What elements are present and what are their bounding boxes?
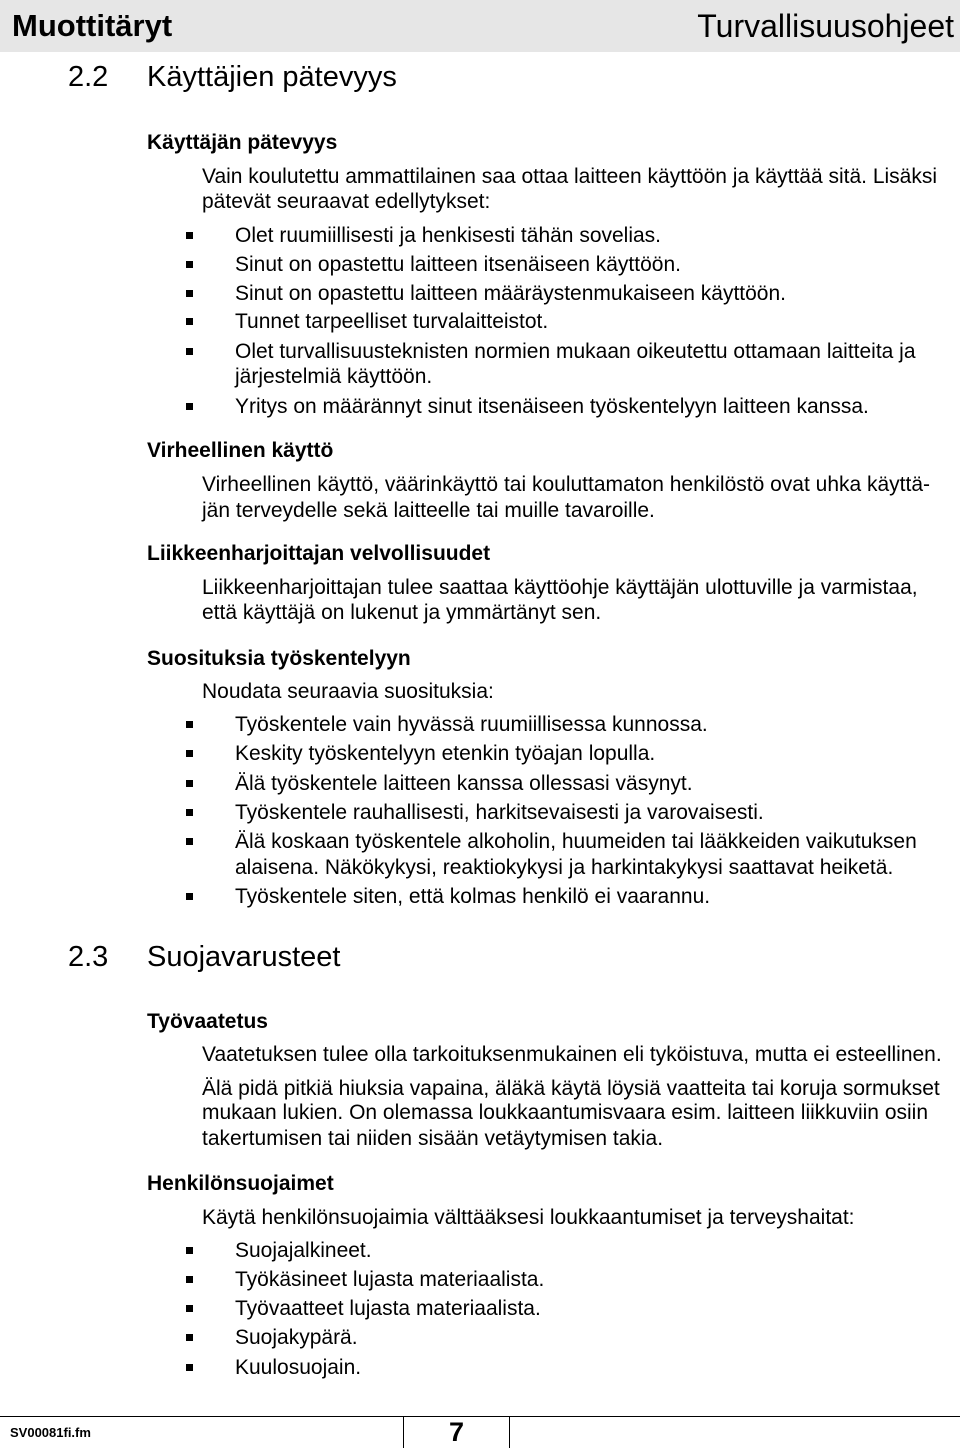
- bullet-square-icon: [186, 348, 193, 355]
- list-item-text: Työvaatteet lujasta materiaalista.: [235, 1297, 541, 1320]
- footer-file-name: SV00081fi.fm: [10, 1425, 91, 1440]
- list-item-text: Sinut on opastettu laitteen itsenäiseen käyttöön.: [235, 253, 681, 276]
- list-item-text: Työkäsineet lujasta materiaalista.: [235, 1268, 545, 1291]
- list-item-text: Älä koskaan työskentele alkoholin, huumeiden tai lääkkeiden vaikutuksen: [235, 830, 917, 853]
- list-item-text: Suojakypärä.: [235, 1326, 358, 1349]
- list-item-text: alaisena. Näkökykysi, reaktiokykysi ja harkintakykysi saattavat heiketä.: [235, 856, 894, 879]
- list-item-text: Tunnet tarpeelliset turvalaitteistot.: [235, 310, 549, 333]
- bullet-square-icon: [186, 1276, 193, 1283]
- subsection-heading: Työvaatetus: [147, 1010, 268, 1033]
- bullet-square-icon: [186, 1364, 193, 1371]
- bullet-square-icon: [186, 290, 193, 297]
- list-item-text: Keskity työskentelyyn etenkin työajan lopulla.: [235, 742, 656, 765]
- bullet-square-icon: [186, 893, 193, 900]
- subsection-heading: Henkilönsuojaimet: [147, 1172, 334, 1195]
- subsection-heading: Liikkeenharjoittajan velvollisuudet: [147, 542, 491, 565]
- bullet-square-icon: [186, 318, 193, 325]
- list-item-text: Olet ruumiillisesti ja henkisesti tähän sovelias.: [235, 224, 662, 247]
- section-number: 2.2: [68, 61, 109, 93]
- paragraph-line: Älä pidä pitkiä hiuksia vapaina, äläkä käytä löysiä vaatteita tai koruja sormukset: [202, 1077, 940, 1100]
- paragraph-line: Vain koulutettu ammattilainen saa ottaa laitteen käyttöön ja käyttää sitä. Lisäksi: [202, 165, 938, 188]
- bullet-square-icon: [186, 838, 193, 845]
- section-title: Käyttäjien pätevyys: [147, 61, 397, 93]
- subsection-heading: Suosituksia työskentelyyn: [147, 647, 411, 670]
- paragraph-line: takertumisen tai niiden sisään vetäytymisen takia.: [202, 1127, 664, 1150]
- bullet-square-icon: [186, 1247, 193, 1254]
- list-item-text: Yritys on määrännyt sinut itsenäiseen työskentelyyn laitteen kanssa.: [235, 395, 869, 418]
- list-item-text: Kuulosuojain.: [235, 1356, 362, 1379]
- paragraph-line: Vaatetuksen tulee olla tarkoituksenmukainen eli tyköistuva, mutta ei esteellinen.: [202, 1043, 942, 1066]
- bullet-square-icon: [186, 780, 193, 787]
- subsection-heading: Käyttäjän pätevyys: [147, 131, 338, 154]
- paragraph-line: Virheellinen käyttö, väärinkäyttö tai kouluttamaton henkilöstö ovat uhka käyttä-: [202, 473, 931, 496]
- chapter-title: Turvallisuusohjeet: [697, 8, 954, 44]
- bullet-square-icon: [186, 809, 193, 816]
- paragraph-line: Käytä henkilönsuojaimia välttääksesi loukkaantumiset ja terveyshaitat:: [202, 1206, 855, 1229]
- list-item-text: järjestelmiä käyttöön.: [235, 365, 433, 388]
- page-number: 7: [448, 1417, 465, 1447]
- paragraph-line: Liikkeenharjoittajan tulee saattaa käyttöohje käyttäjän ulottuville ja varmistaa,: [202, 576, 918, 599]
- bullet-square-icon: [186, 721, 193, 728]
- list-item-text: Työskentele vain hyvässä ruumiillisessa kunnossa.: [235, 713, 708, 736]
- paragraph-line: mukaan lukien. On olemassa loukkaantumisvaara esim. laitteen liikkuviin osiin: [202, 1101, 929, 1124]
- bullet-square-icon: [186, 1334, 193, 1341]
- paragraph-line: Noudata seuraavia suosituksia:: [202, 680, 494, 703]
- section-number: 2.3: [68, 941, 109, 973]
- paragraph-line: jän terveydelle sekä laitteelle tai muille tavaroille.: [202, 499, 655, 522]
- list-item-text: Työskentele rauhallisesti, harkitsevaisesti ja varovaisesti.: [235, 801, 764, 824]
- bullet-square-icon: [186, 1305, 193, 1312]
- bullet-square-icon: [186, 232, 193, 239]
- subsection-heading: Virheellinen käyttö: [147, 439, 334, 462]
- list-item-text: Suojajalkineet.: [235, 1239, 372, 1262]
- product-title: Muottitäryt: [12, 8, 173, 43]
- section-title: Suojavarusteet: [147, 941, 341, 973]
- paragraph-line: pätevät seuraavat edellytykset:: [202, 190, 491, 213]
- page-number-box: [403, 1416, 510, 1448]
- paragraph-line: että käyttäjä on lukenut ja ymmärtänyt sen.: [202, 601, 602, 624]
- bullet-square-icon: [186, 750, 193, 757]
- header-bar: [0, 0, 960, 52]
- list-item-text: Älä työskentele laitteen kanssa ollessasi väsynyt.: [235, 772, 693, 795]
- bullet-square-icon: [186, 403, 193, 410]
- list-item-text: Sinut on opastettu laitteen määräystenmukaiseen käyttöön.: [235, 282, 787, 305]
- list-item-text: Työskentele siten, että kolmas henkilö ei vaarannu.: [235, 885, 711, 908]
- bullet-square-icon: [186, 261, 193, 268]
- list-item-text: Olet turvallisuusteknisten normien mukaan oikeutettu ottamaan laitteita ja: [235, 340, 916, 363]
